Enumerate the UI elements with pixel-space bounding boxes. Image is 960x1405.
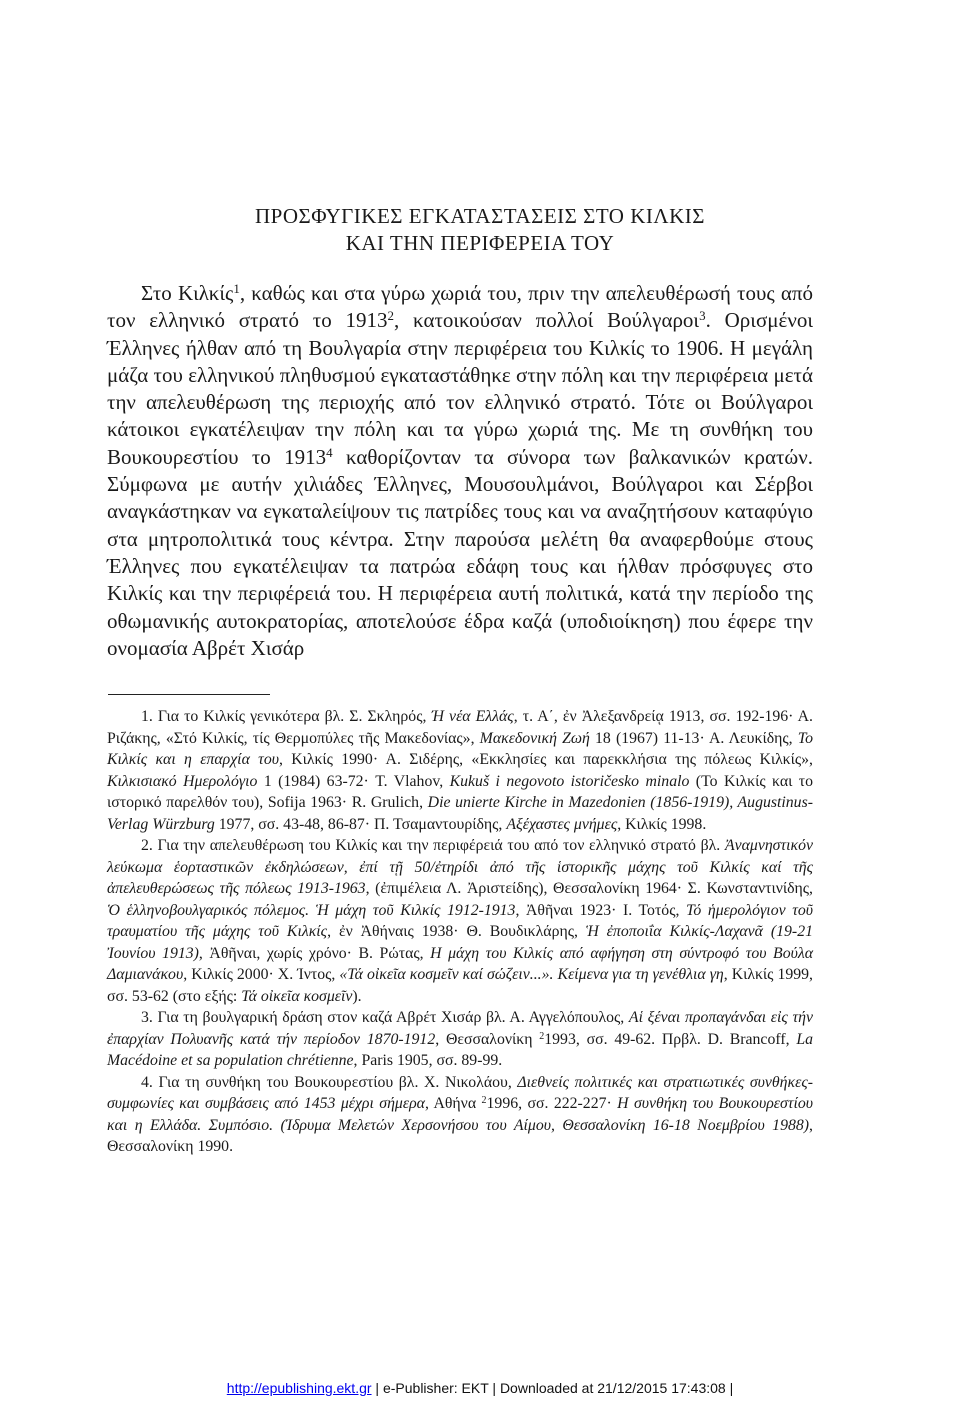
footnote-text: , Κιλκίς 2000· Χ. Ίντος, <box>183 966 340 983</box>
footnote-ref-3[interactable]: 3 <box>699 308 706 324</box>
footnote-1 <box>107 706 813 835</box>
footnote-ref-4[interactable]: 4 <box>326 444 333 460</box>
footnote-text: 1993, σσ. 49-62. Πρβλ. D. Brancoff, <box>544 1030 797 1048</box>
footnote-text: , Κιλκίς 1998. <box>617 815 707 833</box>
footnote-title: Αξέχαστες μνήμες <box>506 815 618 833</box>
footnote-text: , (ἐπιμέλεια Λ. Ἀριστείδης), Θεσσαλονίκη 1964· Σ. Κωνσταντινίδης, <box>365 880 813 897</box>
article-title-line-1: ΠΡΟΣΦΥΓΙΚΕΣ ΕΓΚΑΤΑΣΤΑΣΕΙΣ ΣΤΟ ΚΙΛΚΙΣ <box>255 204 705 228</box>
footnote-title: Ή νέα Ελλάς <box>431 708 514 725</box>
body-text-segment: Στο Κιλκίς <box>141 281 234 305</box>
footnote-title: Μακεδονική Ζωή <box>479 729 590 747</box>
footnote-text: , ἐν Ἀθήναις 1938· Θ. Βουδικλάρης, <box>327 923 586 940</box>
footnote-text: ). <box>352 987 362 1005</box>
download-footer <box>0 1380 960 1396</box>
body-text-segment: , καθώς και στα γύρω χωριά του, πριν την απελευθέρωσή τους από τον ελληνικό στρατό το 1913 <box>107 281 813 333</box>
footnotes-container <box>107 706 813 1158</box>
article-title-line-2: ΚΑΙ ΤΗΝ ΠΕΡΙΦΕΡΕΙΑ ΤΟΥ <box>345 231 615 255</box>
footnote-title: Die unierte Kirche in Mazedonien (1856-1919), Augustinus-Verlag Würzburg <box>107 794 813 833</box>
footnote-text: 4. Για τη συνθήκη του Βουκουρεστίου βλ. Χ. Νικολάου, <box>141 1073 518 1091</box>
footnote-ref-1[interactable]: 1 <box>233 281 240 296</box>
footnote-title: Τό ἡμερολόγιον τοῦ τραυματίου τῆς μάχης τοῦ Κιλκίς <box>107 901 813 940</box>
footnote-text: , Κιλκίς 1990· Α. Σιδέρης, «Εκκλησίες και παρεκκλήσια της πόλεως Κιλκίς», <box>279 751 813 768</box>
footnote-text: (Το Κιλκίς και το ιστορικό παρελθόν του), Sofija 1963· R. Grulich, <box>107 772 814 811</box>
footnote-4 <box>107 1072 813 1158</box>
footnote-ref-2[interactable]: 2 <box>387 308 394 324</box>
footnote-title: La Macédoine et sa population chrétienne <box>107 1030 813 1069</box>
footnote-text: , Θεσσαλονίκη 1990. <box>107 1116 813 1155</box>
footnote-title: Η συνθήκη του Βουκουρεστίου και η Ελλάδα. Συμπόσιο. (Ίδρυμα Μελετών Χερσονήσου του Αίμου, Θεσσαλονίκη 16-18 Νοεμβρίου 1988) <box>107 1095 813 1134</box>
footnote-text: , Ἀθῆναι 1923· Ι. Τοτός, <box>515 901 687 919</box>
footnote-title: Ὁ ἑλληνοβουλγαρικός πόλεμος. Ἡ μάχη τοῦ Κιλκίς 1912-1913 <box>107 901 516 919</box>
footnote-text: , Κιλκίς 1999, σσ. 53-62 (στο εξής: <box>107 966 813 1005</box>
footnote-text: 1 (1984) 63-72· T. Vlahov, <box>257 772 450 790</box>
footnote-text: , Paris 1905, σσ. 89-99. <box>353 1052 503 1069</box>
footnote-title: Το Κιλκίς και η επαρχία του <box>107 729 814 768</box>
footer-info: | e-Publisher: EKT | Downloaded at 21/12/2015 17:43:08 | <box>371 1380 734 1396</box>
footnote-3 <box>107 1007 813 1072</box>
body-text-segment: . Ορισμένοι Έλληνες ήλθαν από τη Βουλγαρία στην περιφέρεια του Κιλκίς το 1906. Η μεγάλη μάζα του ελληνικού πληθυσμού εγκαταστάθηκε στην πόλη και την περιφέρεια μετά την απελευθέρωση της περιοχής από τον ελληνικό στρατό. Τότε οι Βούλγαροι κάτοικοι εγκατέλειψαν την πόλη και τα γύρω χωριά της. Με τη συνθήκη του Βουκουρεστίου το 1913 <box>107 308 813 469</box>
footnote-title: Ἡ ἐποποιΐα Κιλκίς-Λαχανᾶ (19-21 Ἰουνίου 1913) <box>107 923 813 962</box>
body-text-segment: καθορίζονταν τα σύνορα των βαλκανικών κρατών. Σύμφωνα με αυτήν χιλιάδες Έλληνες, Μουσουλμάνοι, Βούλγαροι και Σέρβοι αναγκάστηκαν να εγκαταλείψουν τις πατρίδες τους και να αναζητήσουν καταφύγιο στα μητροπολιτικά τους κέντρα. Στην παρούσα μελέτη θα αναφερθούμε στους Έλληνες που εγκατέλειψαν τα πατρώα εδάφη τους και ήλθαν πρόσφυγες στο Κιλκίς και την περιφέρειά του. Η περιφέρεια αυτή πολιτικά, κατά την περίοδο της οθωμανικής αυτοκρατορίας, αποτελούσε έδρα καζά (υποδιοίκηση) που έφερε την ονομασία Αβρέτ Χισάρ <box>107 444 813 660</box>
footnote-title: «Τά οἰκεῖα κοσμεῖν καί σώζειν...». Κείμενα για τη γενέθλια γη <box>339 966 724 983</box>
footnote-text: , τ. Α΄, ἐν Ἀλεξανδρείᾳ 1913, σσ. 192-196· Α. Ριζάκης, «Στό Κιλκίς, τίς Θερμοπύλες τῆς Μακεδονίας», <box>107 708 813 747</box>
footnote-text: 18 (1967) 11-13· Α. Λευκίδης, <box>589 729 798 747</box>
footnote-text: 1977, σσ. 43-48, 86-87· Π. Τσαμαντουρίδης, <box>214 815 507 833</box>
footnote-2 <box>107 835 813 1007</box>
footnote-text: 1. Για το Κιλκίς γενικότερα βλ. Σ. Σκληρός, <box>141 708 432 725</box>
body-text-segment: , κατοικούσαν πολλοί Βούλγαροι <box>394 308 700 333</box>
footnote-title: Κιλκισιακό Ημερολόγιο <box>107 772 258 790</box>
footnote-title: Τά οἰκεῖα κοσμεῖν <box>241 987 353 1005</box>
edition-superscript: 2 <box>539 1030 545 1042</box>
edition-superscript: 2 <box>481 1095 487 1106</box>
footnote-title: Αἱ ξέναι προπαγάνδαι εἰς τήν ἐπαρχίαν Πολυανῆς κατά τήν περίοδον 1870-1912 <box>107 1009 813 1048</box>
footnote-text: 1996, σσ. 222-227· <box>486 1095 618 1112</box>
body-paragraph <box>107 280 813 662</box>
footnote-text: , Αθήνα <box>424 1095 482 1112</box>
body-paragraph-container <box>107 280 813 662</box>
footnote-text: , Ἀθῆναι, χωρίς χρόνο· Β. Ρώτας, <box>198 944 431 962</box>
footnote-title: Ἀναμνηστικόν λεύκωμα ἑορταστικῶν ἐκδηλώσεων, ἐπί τῇ 50/ἐτηρίδι ἀπό τῆς ἱστορικῆς μάχης τοῦ Κιλκίς καί τῆς ἀπελευθερώσεως τῆς πόλεως 1913-1963 <box>107 837 813 897</box>
footnote-text: 2. Για την απελευθέρωση του Κιλκίς και την περιφέρειά του από τον ελληνικό στρατό βλ. <box>141 837 725 854</box>
footnote-separator <box>108 694 270 695</box>
footnote-text: , Θεσσαλονίκη <box>435 1030 540 1048</box>
footnote-title: Η μάχη του Κιλκίς από αφήγηση στη σύντροφό του Βούλα Δαμιανάκου <box>107 944 813 983</box>
footnote-title: Kukuš i negovoto istoričesko minalo <box>449 772 690 790</box>
footnote-text: 3. Για τη βουλγαρική δράση στον καζά Αβρέτ Χισάρ βλ. Α. Αγγελόπουλος, <box>141 1009 629 1026</box>
epublishing-link[interactable]: http://epublishing.ekt.gr <box>226 1380 372 1396</box>
footnote-title: Διεθνείς πολιτικές και στρατιωτικές συνθήκες-συμφωνίες και συμβάσεις από 1453 μέχρι σήμερα <box>107 1073 813 1112</box>
